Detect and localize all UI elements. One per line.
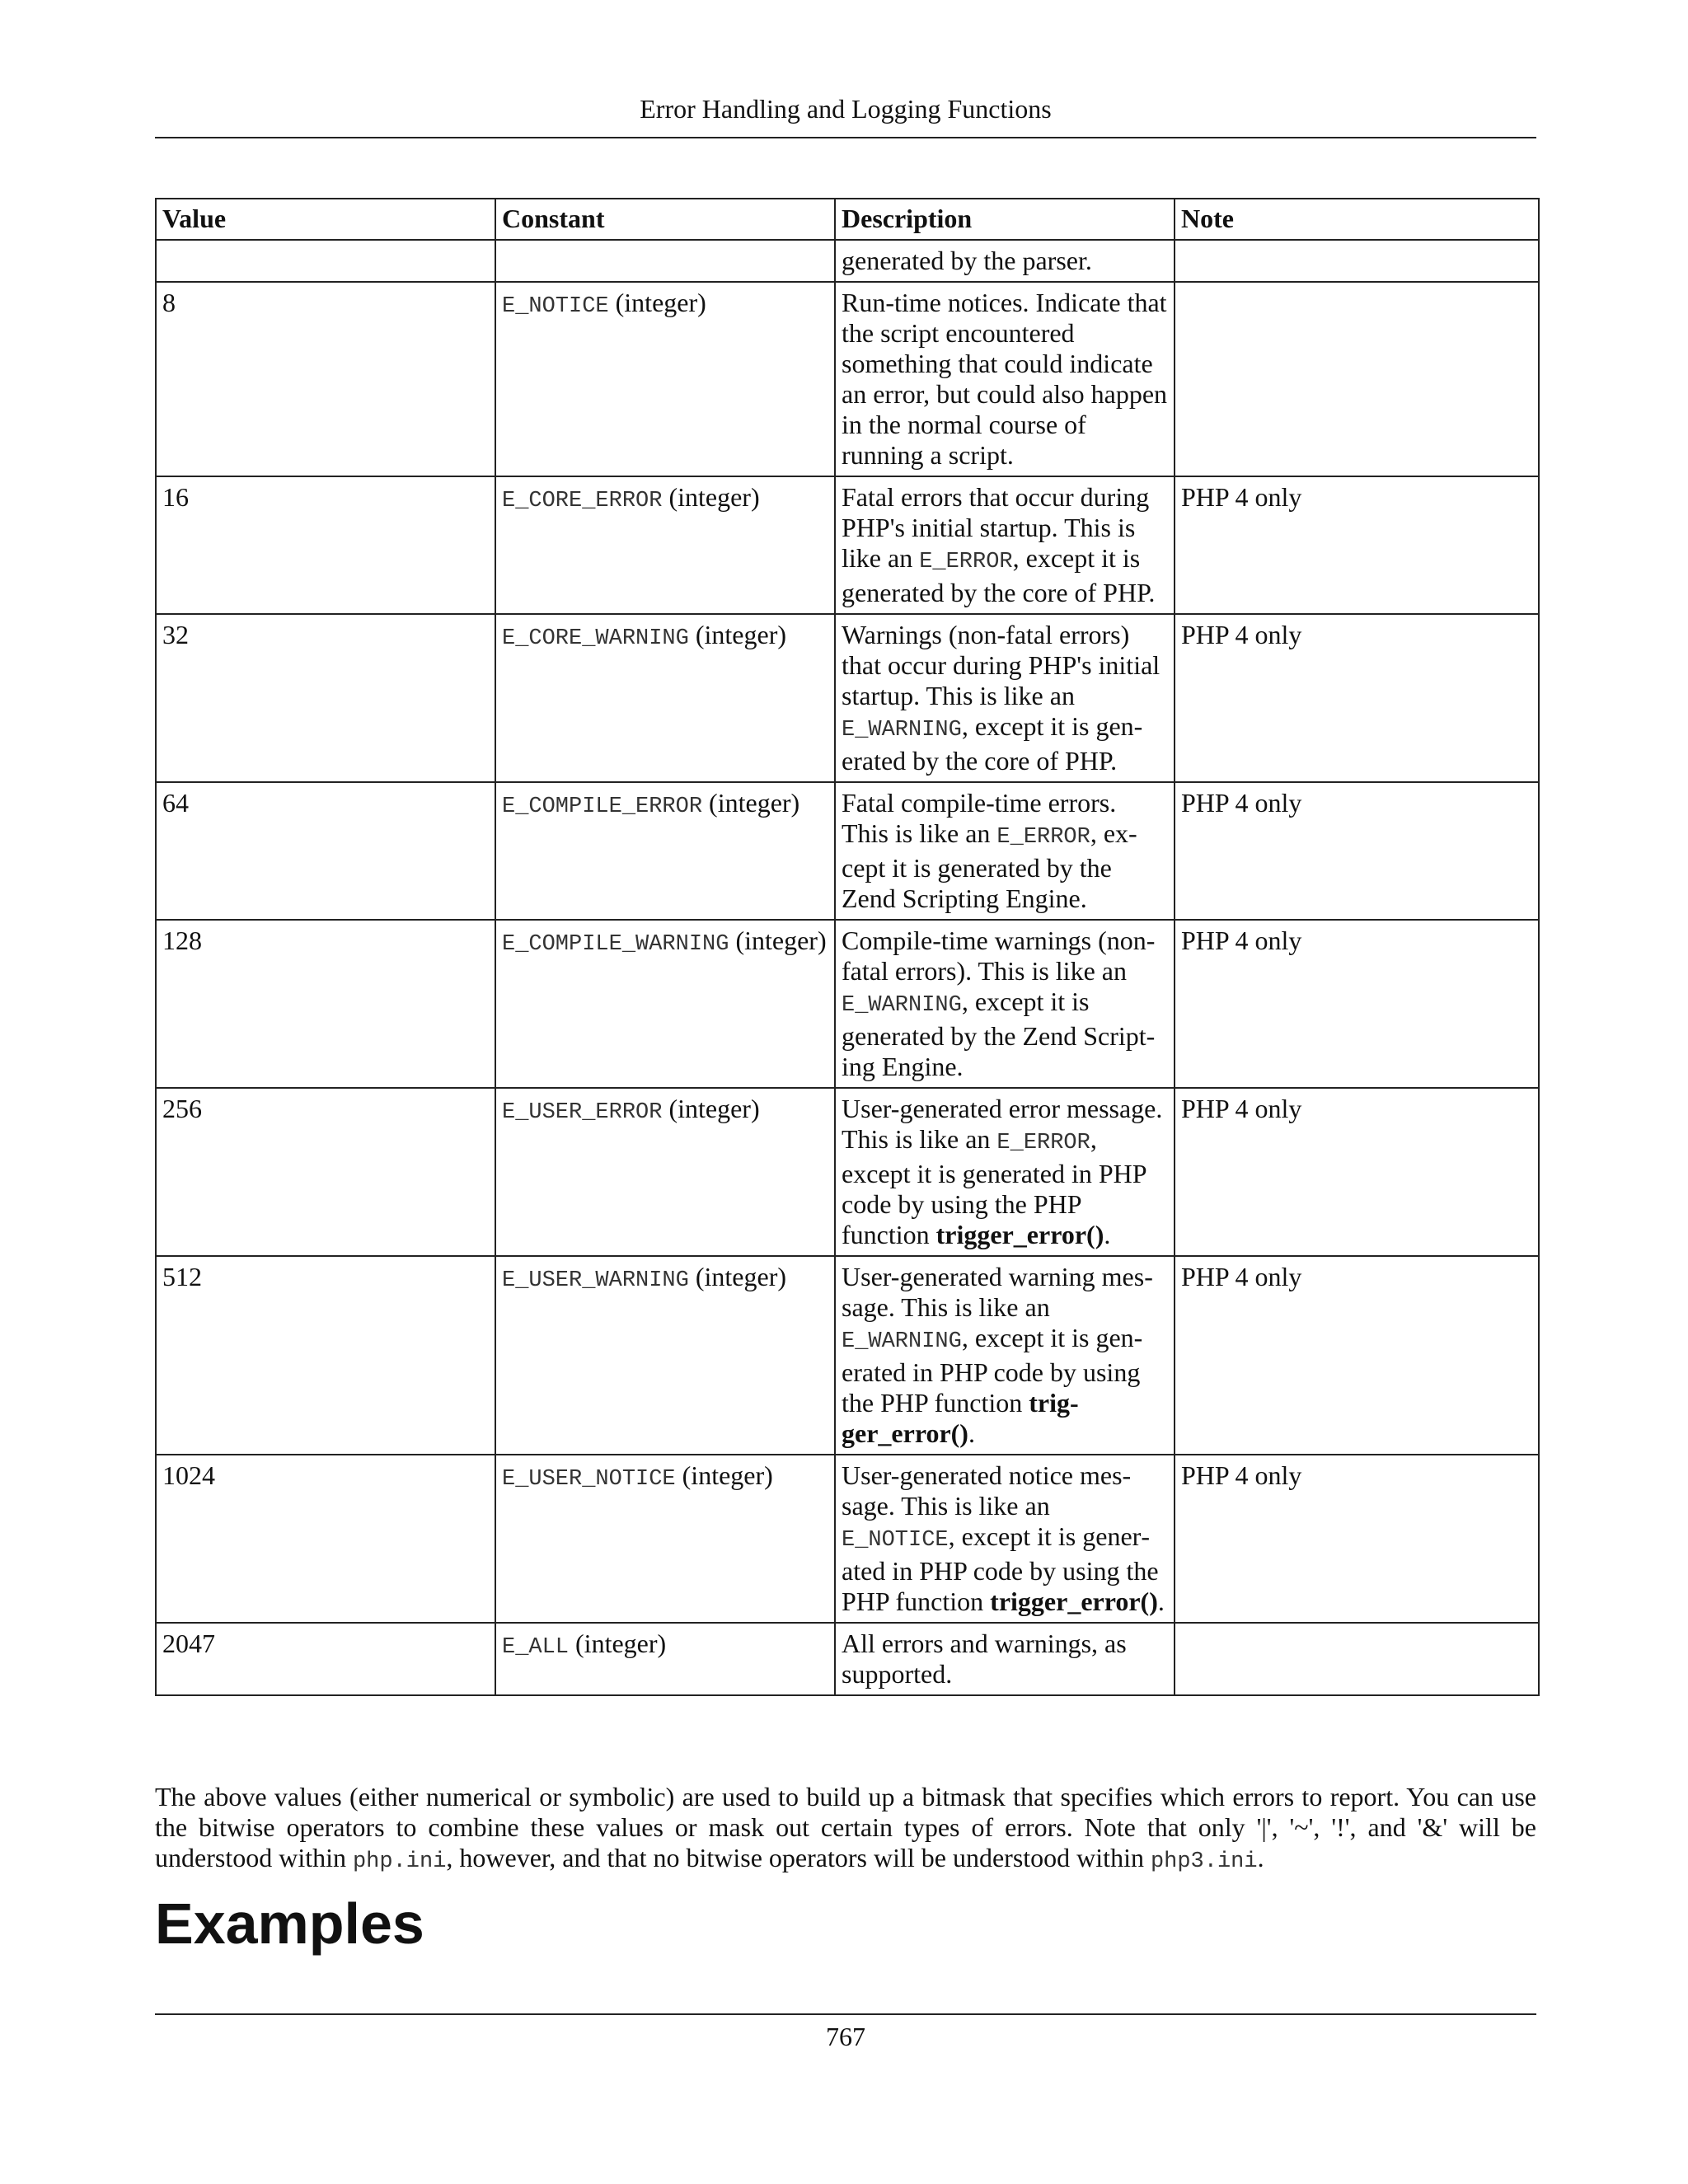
constant-cell [495, 1256, 835, 1455]
value-cell: 1024 [156, 1455, 495, 1623]
table-row [156, 1455, 1539, 1623]
note-cell: PHP 4 only [1175, 1088, 1539, 1256]
inline-constant: E_WARNING [842, 993, 962, 1018]
description-cell [835, 1455, 1175, 1623]
table-row [156, 282, 1539, 476]
description-text: All errors and warnings, as supported. [842, 1629, 1127, 1689]
table-row [156, 1623, 1539, 1695]
description-cell [835, 240, 1175, 282]
table-row [156, 240, 1539, 282]
table-body [156, 240, 1539, 1695]
value-cell: 64 [156, 782, 495, 920]
value-cell: 8 [156, 282, 495, 476]
note-cell [1175, 282, 1539, 476]
constant-name: E_USER_ERROR [502, 1100, 663, 1125]
inline-constant: E_ERROR [919, 550, 1013, 574]
description-text: User-generated notice message. This is like an [842, 1460, 1132, 1521]
constant-type: (integer) [615, 288, 706, 317]
value-cell [156, 240, 495, 282]
paragraph-text: The above values (either numerical or symbolic) are used to build up a bitmask that specifies which errors to report. You can use the bitwise operators to combine these values or mask out certain types of errors. Note that only '|', '~', '!', and '&' will be understood within [155, 1782, 1536, 1872]
page-number: 767 [826, 2022, 865, 2051]
constant-cell [495, 476, 835, 614]
paragraph-text: . [1257, 1843, 1264, 1872]
value-cell: 16 [156, 476, 495, 614]
function-name: trigger_error() [990, 1586, 1158, 1616]
description-text: , except it is generated in PHP code by using the PHP function [842, 1124, 1146, 1249]
function-name: trigger_error() [935, 1220, 1104, 1249]
function-name: trigger_error() [842, 1388, 1079, 1448]
header-rule [155, 137, 1536, 138]
constant-name: E_COMPILE_ERROR [502, 794, 703, 819]
constant-name: E_ALL [502, 1635, 570, 1660]
constant-cell [495, 782, 835, 920]
constant-cell [495, 1088, 835, 1256]
column-header-constant: Constant [495, 199, 835, 240]
running-header: Error Handling and Logging Functions [640, 94, 1052, 124]
description-text: Compile-time warnings (non-fatal errors). This is like an [842, 926, 1156, 986]
footer-rule [155, 2013, 1536, 2015]
description-text: User-generated warning message. This is like an [842, 1262, 1153, 1322]
table-row [156, 476, 1539, 614]
description-text: , except it is generated by the core of PHP. [842, 711, 1143, 776]
description-cell [835, 1088, 1175, 1256]
description-text: Warnings (non-fatal errors) that occur during PHP's initial startup. This is like an [842, 620, 1160, 710]
constant-name: E_COMPILE_WARNING [502, 932, 729, 957]
constant-type: (integer) [575, 1629, 667, 1658]
note-cell: PHP 4 only [1175, 1455, 1539, 1623]
note-cell [1175, 1623, 1539, 1695]
value-cell: 128 [156, 920, 495, 1088]
description-cell [835, 614, 1175, 782]
description-text: Fatal errors that occur during PHP's initial startup. This is like an [842, 482, 1150, 573]
description-text: User-generated error message. This is like an [842, 1094, 1163, 1154]
description-cell [835, 1256, 1175, 1455]
description-text: . [1157, 1586, 1165, 1616]
constant-type: (integer) [695, 620, 786, 649]
description-cell [835, 920, 1175, 1088]
constant-type: (integer) [668, 482, 760, 512]
note-cell: PHP 4 only [1175, 920, 1539, 1088]
php-ini-filename: php.ini [352, 1849, 447, 1874]
constant-name: E_NOTICE [502, 294, 609, 319]
constant-type: (integer) [668, 1094, 760, 1123]
description-text: , except it is generated in PHP code by using the PHP function [842, 1323, 1143, 1418]
table-row [156, 1256, 1539, 1455]
constant-type: (integer) [682, 1460, 773, 1490]
description-text: . [968, 1418, 975, 1448]
inline-constant: E_ERROR [996, 825, 1090, 850]
constant-cell [495, 1623, 835, 1695]
error-constants-table [155, 198, 1540, 1696]
inline-constant: E_NOTICE [842, 1528, 949, 1553]
constant-type: (integer) [695, 1262, 786, 1291]
constant-type: (integer) [709, 788, 800, 818]
note-cell [1175, 240, 1539, 282]
value-cell: 2047 [156, 1623, 495, 1695]
description-text: , except it is generated by the Zend Scripting Engine. [842, 818, 1137, 913]
column-header-note: Note [1175, 199, 1539, 240]
description-cell [835, 782, 1175, 920]
inline-constant: E_WARNING [842, 1329, 962, 1354]
note-cell: PHP 4 only [1175, 614, 1539, 782]
section-heading: Examples [155, 1891, 424, 1956]
table-row [156, 920, 1539, 1088]
description-text: Run-time notices. Indicate that the script encountered something that could indicate an error, but could also happen in the normal course of running a script. [842, 288, 1168, 470]
description-text: generated by the parser. [842, 246, 1092, 275]
value-cell: 32 [156, 614, 495, 782]
table-row [156, 614, 1539, 782]
constant-cell [495, 614, 835, 782]
note-cell: PHP 4 only [1175, 782, 1539, 920]
constant-type: (integer) [735, 926, 827, 955]
description-text: , except it is generated in PHP code by using the PHP function [842, 1521, 1159, 1616]
constant-name: E_USER_WARNING [502, 1268, 689, 1293]
column-header-value: Value [156, 199, 495, 240]
table-row [156, 1088, 1539, 1256]
description-cell [835, 1623, 1175, 1695]
description-text: . [1104, 1220, 1111, 1249]
value-cell: 256 [156, 1088, 495, 1256]
php3-ini-filename: php3.ini [1150, 1849, 1258, 1874]
bitmask-paragraph [155, 1782, 1536, 1877]
constant-cell [495, 282, 835, 476]
description-text: Fatal compile-time errors. This is like an [842, 788, 1117, 848]
constant-name: E_CORE_WARNING [502, 626, 689, 651]
table-row [156, 782, 1539, 920]
note-cell: PHP 4 only [1175, 476, 1539, 614]
constant-cell [495, 920, 835, 1088]
value-cell: 512 [156, 1256, 495, 1455]
constant-name: E_USER_NOTICE [502, 1467, 676, 1492]
paragraph-text: , however, and that no bitwise operators will be understood within [446, 1843, 1151, 1872]
constant-cell [495, 1455, 835, 1623]
description-cell [835, 476, 1175, 614]
note-cell: PHP 4 only [1175, 1256, 1539, 1455]
description-cell [835, 282, 1175, 476]
constant-name: E_CORE_ERROR [502, 489, 663, 513]
constant-cell [495, 240, 835, 282]
inline-constant: E_WARNING [842, 718, 962, 743]
description-text: , except it is generated by the core of PHP. [842, 543, 1156, 607]
inline-constant: E_ERROR [996, 1131, 1090, 1155]
table-header-row [156, 199, 1539, 240]
column-header-description: Description [835, 199, 1175, 240]
description-text: , except it is generated by the Zend Scripting Engine. [842, 987, 1156, 1081]
